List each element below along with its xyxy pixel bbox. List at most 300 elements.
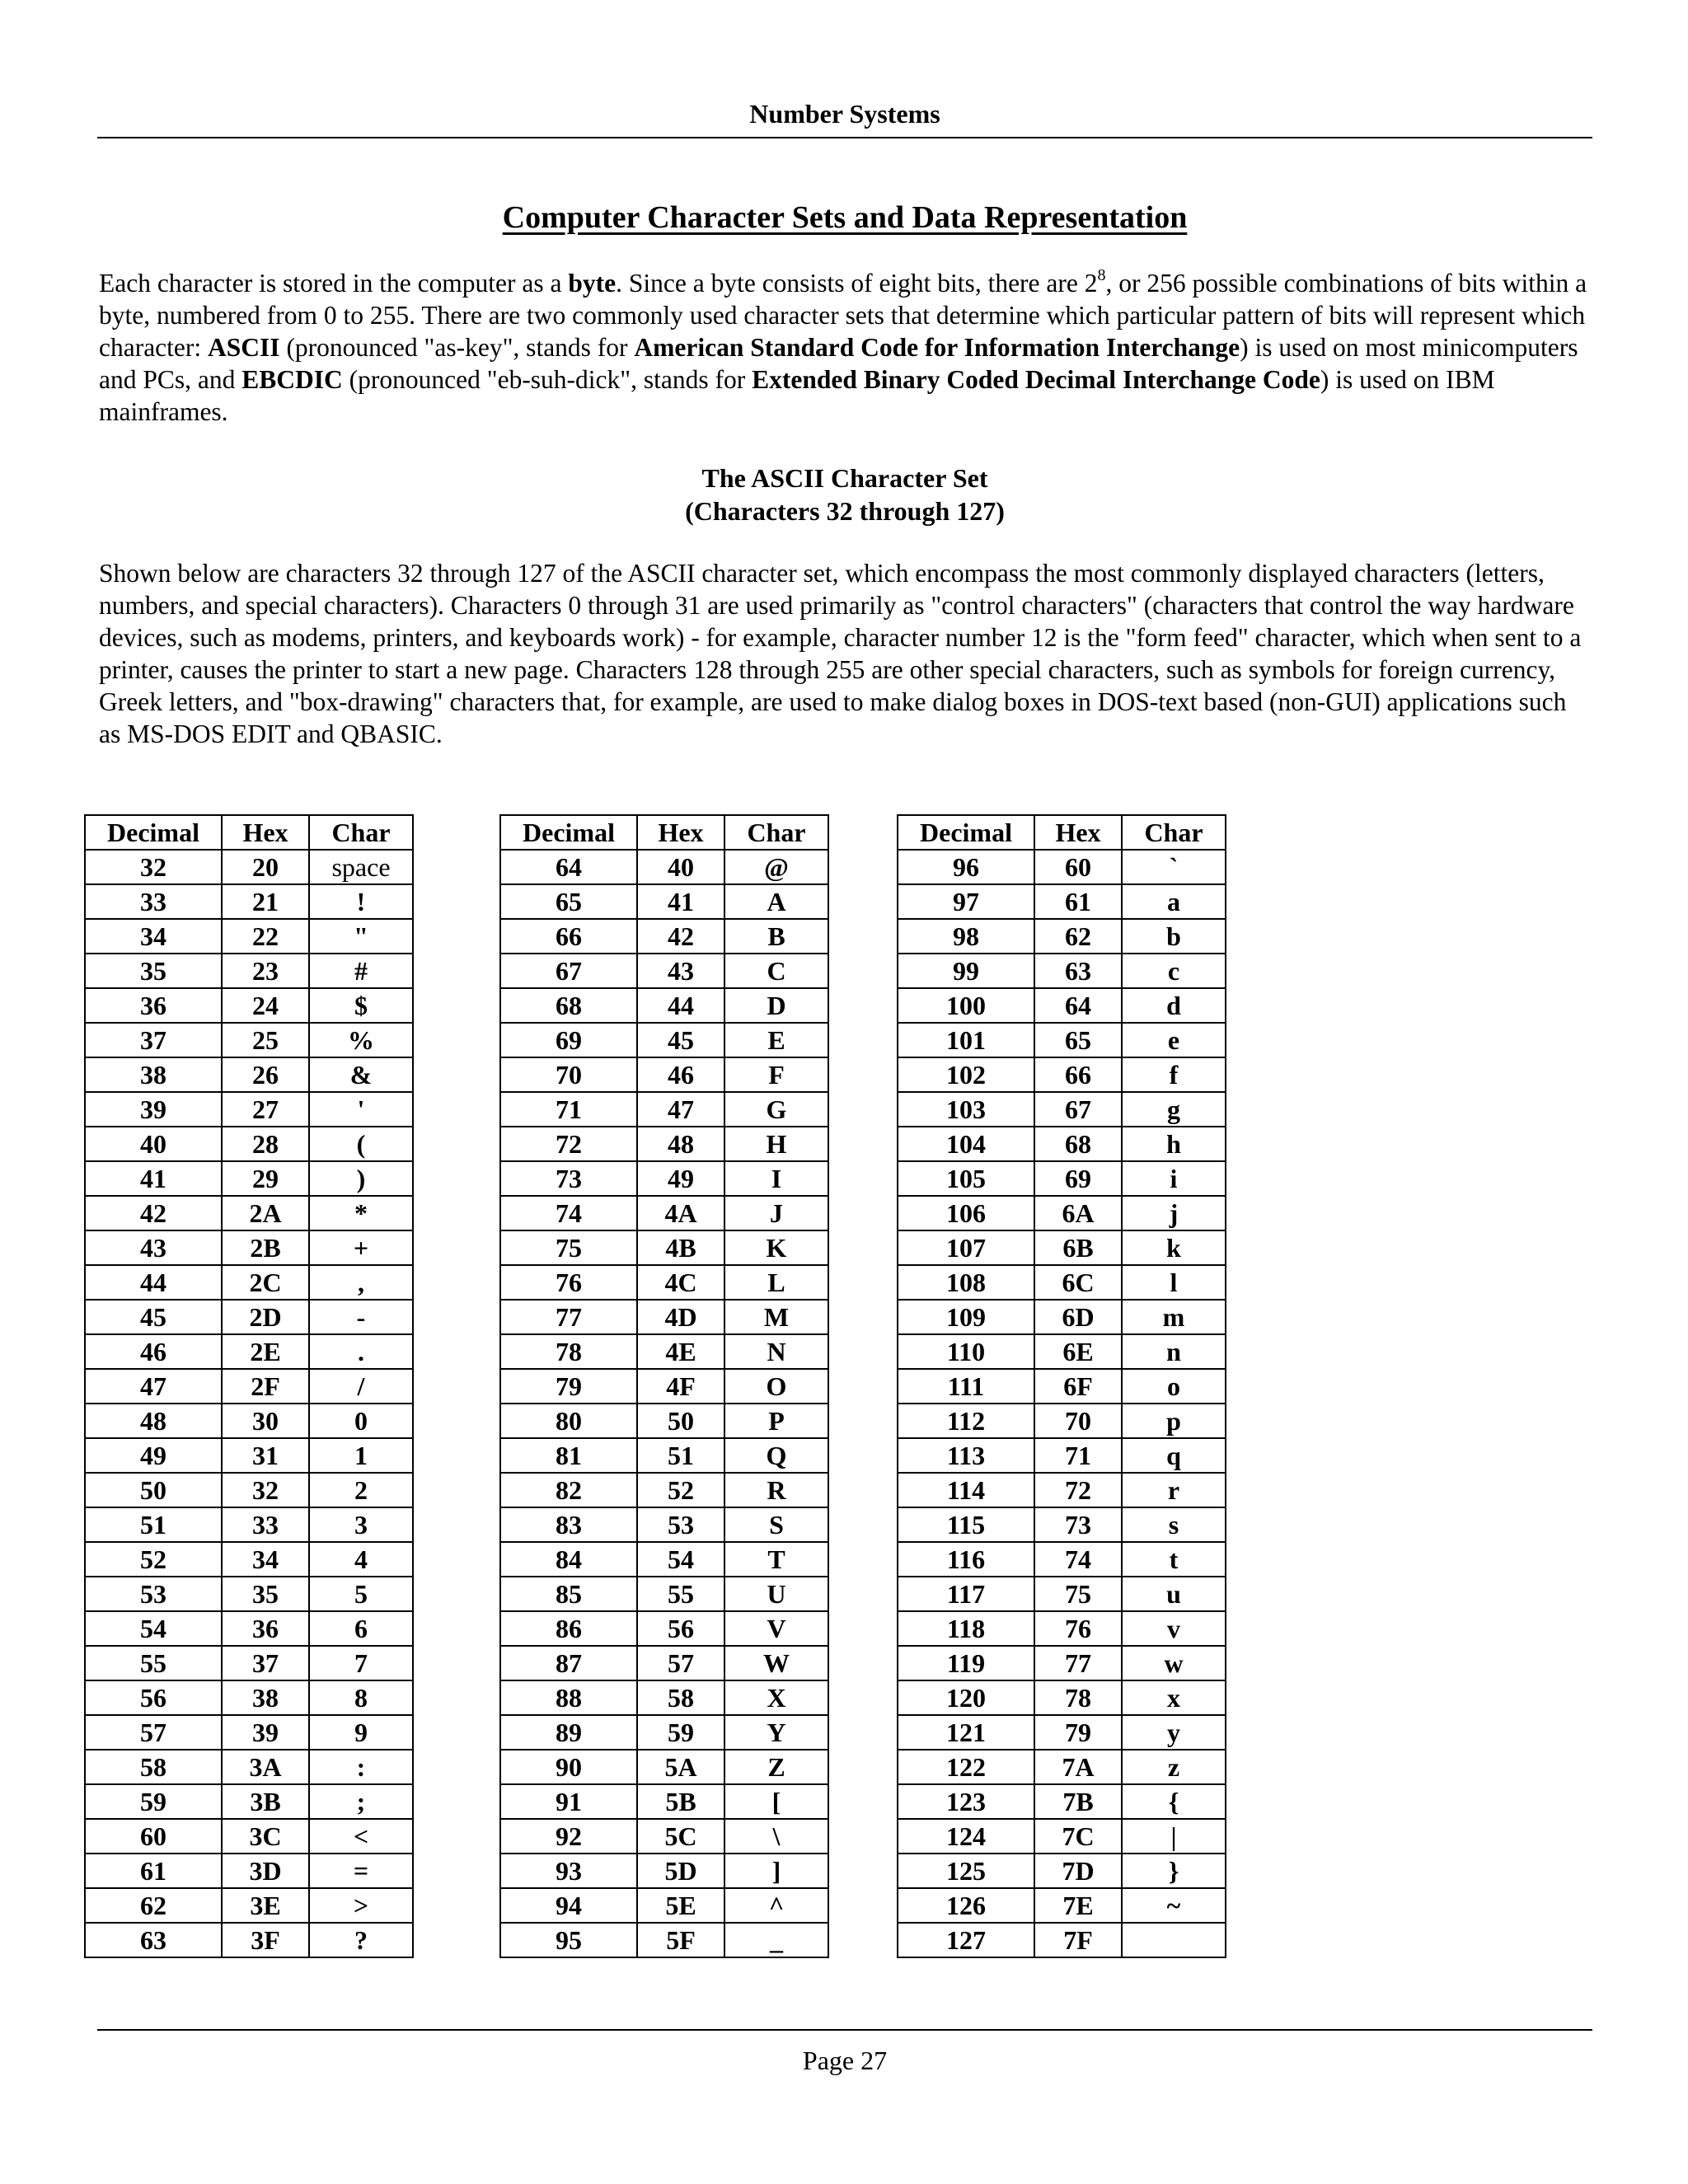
decimal-cell: 119 <box>898 1646 1034 1680</box>
char-cell: 6 <box>309 1611 413 1646</box>
hex-cell: 53 <box>637 1507 724 1542</box>
hex-cell: 2C <box>222 1265 309 1300</box>
hex-cell: 45 <box>637 1023 724 1057</box>
table-row <box>898 1507 1226 1542</box>
decimal-cell: 97 <box>898 884 1034 919</box>
decimal-cell: 101 <box>898 1023 1034 1057</box>
table-row <box>85 1334 413 1369</box>
hex-cell: 4B <box>637 1230 724 1265</box>
hex-cell: 5E <box>637 1888 724 1923</box>
char-cell: R <box>724 1473 828 1507</box>
table-row <box>898 1438 1226 1473</box>
decimal-cell: 120 <box>898 1680 1034 1715</box>
decimal-cell: 42 <box>85 1196 222 1230</box>
table-row <box>85 1888 413 1923</box>
decimal-cell: 88 <box>500 1680 637 1715</box>
decimal-cell: 100 <box>898 988 1034 1023</box>
char-cell: b <box>1122 919 1226 954</box>
table-row <box>500 1369 828 1404</box>
table-header-row <box>500 815 828 850</box>
decimal-cell: 112 <box>898 1404 1034 1438</box>
hex-cell: 35 <box>222 1577 309 1611</box>
hex-cell: 3D <box>222 1854 309 1888</box>
table-row <box>85 1923 413 1957</box>
char-cell: P <box>724 1404 828 1438</box>
decimal-cell: 113 <box>898 1438 1034 1473</box>
hex-cell: 33 <box>222 1507 309 1542</box>
intro-paragraph <box>99 267 1591 428</box>
table-row <box>85 1057 413 1092</box>
char-cell: K <box>724 1230 828 1265</box>
table-row <box>500 1473 828 1507</box>
decimal-cell: 114 <box>898 1473 1034 1507</box>
hex-cell: 66 <box>1034 1057 1122 1092</box>
decimal-cell: 54 <box>85 1611 222 1646</box>
table-row <box>85 1473 413 1507</box>
hex-cell: 61 <box>1034 884 1122 919</box>
footer-rule <box>97 2029 1592 2031</box>
table-row <box>85 1819 413 1854</box>
decimal-cell: 94 <box>500 1888 637 1923</box>
table-row <box>500 1230 828 1265</box>
table-row <box>898 1577 1226 1611</box>
decimal-cell: 63 <box>85 1923 222 1957</box>
hex-cell: 65 <box>1034 1023 1122 1057</box>
decimal-cell: 98 <box>898 919 1034 954</box>
intro-segment: ) is used on most minicomputers and PCs, and <box>99 333 1578 394</box>
decimal-cell: 45 <box>85 1300 222 1334</box>
char-cell: h <box>1122 1127 1226 1161</box>
char-cell: ? <box>309 1923 413 1957</box>
hex-cell: 6D <box>1034 1300 1122 1334</box>
decimal-cell: 82 <box>500 1473 637 1507</box>
char-cell: & <box>309 1057 413 1092</box>
table-row <box>898 1715 1226 1750</box>
table-row <box>898 988 1226 1023</box>
table-row <box>500 1680 828 1715</box>
table-row <box>898 1611 1226 1646</box>
ascii-table-3 <box>897 814 1226 1958</box>
char-cell: 7 <box>309 1646 413 1680</box>
column-header: Hex <box>637 815 724 850</box>
table-row <box>500 1300 828 1334</box>
char-cell: s <box>1122 1507 1226 1542</box>
table-row <box>500 1127 828 1161</box>
table-row <box>898 1854 1226 1888</box>
char-cell: ^ <box>724 1888 828 1923</box>
column-header: Decimal <box>898 815 1034 850</box>
char-cell: u <box>1122 1577 1226 1611</box>
hex-cell: 30 <box>222 1404 309 1438</box>
table-row <box>898 1369 1226 1404</box>
table-row <box>85 884 413 919</box>
intro-segment: ) is used on IBM mainframes. <box>99 365 1495 426</box>
hex-cell: 4C <box>637 1265 724 1300</box>
column-header: Char <box>1122 815 1226 850</box>
header-rule <box>97 137 1592 138</box>
table-row <box>85 1127 413 1161</box>
decimal-cell: 79 <box>500 1369 637 1404</box>
decimal-cell: 84 <box>500 1542 637 1577</box>
char-cell: H <box>724 1127 828 1161</box>
decimal-cell: 106 <box>898 1196 1034 1230</box>
char-cell: x <box>1122 1680 1226 1715</box>
char-cell: + <box>309 1230 413 1265</box>
char-cell: * <box>309 1196 413 1230</box>
table-row <box>500 1611 828 1646</box>
decimal-cell: 35 <box>85 954 222 988</box>
decimal-cell: 87 <box>500 1646 637 1680</box>
table-row <box>85 1092 413 1127</box>
hex-cell: 63 <box>1034 954 1122 988</box>
char-cell: Y <box>724 1715 828 1750</box>
table-row <box>500 1438 828 1473</box>
hex-cell: 22 <box>222 919 309 954</box>
decimal-cell: 51 <box>85 1507 222 1542</box>
decimal-cell: 78 <box>500 1334 637 1369</box>
hex-cell: 60 <box>1034 850 1122 884</box>
hex-cell: 70 <box>1034 1404 1122 1438</box>
hex-cell: 48 <box>637 1127 724 1161</box>
decimal-cell: 117 <box>898 1577 1034 1611</box>
hex-cell: 7A <box>1034 1750 1122 1784</box>
table-row <box>500 1646 828 1680</box>
decimal-cell: 46 <box>85 1334 222 1369</box>
decimal-cell: 38 <box>85 1057 222 1092</box>
decimal-cell: 76 <box>500 1265 637 1300</box>
char-cell: / <box>309 1369 413 1404</box>
hex-cell: 43 <box>637 954 724 988</box>
table-row <box>500 1819 828 1854</box>
intro-segment: Extended Binary Coded Decimal Interchange Code <box>752 365 1320 394</box>
char-cell: , <box>309 1265 413 1300</box>
hex-cell: 7D <box>1034 1854 1122 1888</box>
hex-cell: 54 <box>637 1542 724 1577</box>
decimal-cell: 86 <box>500 1611 637 1646</box>
intro-segment: EBCDIC <box>241 365 343 394</box>
decimal-cell: 43 <box>85 1230 222 1265</box>
table-row <box>85 1265 413 1300</box>
char-cell: i <box>1122 1161 1226 1196</box>
hex-cell: 24 <box>222 988 309 1023</box>
table-row <box>500 884 828 919</box>
decimal-cell: 69 <box>500 1023 637 1057</box>
char-cell: space <box>309 850 413 884</box>
hex-cell: 39 <box>222 1715 309 1750</box>
hex-cell: 47 <box>637 1092 724 1127</box>
table-row <box>85 1750 413 1784</box>
char-cell: \ <box>724 1819 828 1854</box>
char-cell: Q <box>724 1438 828 1473</box>
decimal-cell: 105 <box>898 1161 1034 1196</box>
table-row <box>85 1611 413 1646</box>
char-cell: y <box>1122 1715 1226 1750</box>
decimal-cell: 70 <box>500 1057 637 1092</box>
column-header: Char <box>309 815 413 850</box>
char-cell: g <box>1122 1092 1226 1127</box>
table-row <box>500 1854 828 1888</box>
char-cell: = <box>309 1854 413 1888</box>
intro-segment: (pronounced "as-key", stands for <box>279 333 635 362</box>
table-row <box>500 988 828 1023</box>
decimal-cell: 90 <box>500 1750 637 1784</box>
hex-cell: 5C <box>637 1819 724 1854</box>
decimal-cell: 73 <box>500 1161 637 1196</box>
char-cell: ! <box>309 884 413 919</box>
table-row <box>85 1023 413 1057</box>
char-cell: v <box>1122 1611 1226 1646</box>
table-row <box>500 1542 828 1577</box>
table-row <box>85 1854 413 1888</box>
ascii-table-2 <box>499 814 829 1958</box>
table-row <box>898 1057 1226 1092</box>
hex-cell: 37 <box>222 1646 309 1680</box>
intro-segment: 8 <box>1097 266 1106 284</box>
page-number: Page 27 <box>802 2046 888 2075</box>
char-cell: % <box>309 1023 413 1057</box>
decimal-cell: 92 <box>500 1819 637 1854</box>
decimal-cell: 109 <box>898 1300 1034 1334</box>
char-cell: > <box>309 1888 413 1923</box>
char-cell: " <box>309 919 413 954</box>
decimal-cell: 77 <box>500 1300 637 1334</box>
char-cell: M <box>724 1300 828 1334</box>
section-heading <box>97 462 1592 527</box>
char-cell: 3 <box>309 1507 413 1542</box>
decimal-cell: 95 <box>500 1923 637 1957</box>
decimal-cell: 125 <box>898 1854 1034 1888</box>
decimal-cell: 126 <box>898 1888 1034 1923</box>
hex-cell: 72 <box>1034 1473 1122 1507</box>
table-row <box>898 1161 1226 1196</box>
decimal-cell: 61 <box>85 1854 222 1888</box>
table-row <box>898 1888 1226 1923</box>
hex-cell: 3F <box>222 1923 309 1957</box>
char-cell: 4 <box>309 1542 413 1577</box>
decimal-cell: 37 <box>85 1023 222 1057</box>
decimal-cell: 50 <box>85 1473 222 1507</box>
table-row <box>898 1680 1226 1715</box>
hex-cell: 55 <box>637 1577 724 1611</box>
hex-cell: 56 <box>637 1611 724 1646</box>
char-cell: N <box>724 1334 828 1369</box>
decimal-cell: 89 <box>500 1715 637 1750</box>
hex-cell: 75 <box>1034 1577 1122 1611</box>
decimal-cell: 39 <box>85 1092 222 1127</box>
decimal-cell: 80 <box>500 1404 637 1438</box>
table-row <box>85 1715 413 1750</box>
hex-cell: 28 <box>222 1127 309 1161</box>
char-cell: A <box>724 884 828 919</box>
char-cell: } <box>1122 1854 1226 1888</box>
char-cell: : <box>309 1750 413 1784</box>
decimal-cell: 115 <box>898 1507 1034 1542</box>
decimal-cell: 41 <box>85 1161 222 1196</box>
char-cell: 9 <box>309 1715 413 1750</box>
hex-cell: 34 <box>222 1542 309 1577</box>
hex-cell: 76 <box>1034 1611 1122 1646</box>
intro-segment: (pronounced "eb-suh-dick", stands for <box>342 365 753 394</box>
hex-cell: 31 <box>222 1438 309 1473</box>
hex-cell: 49 <box>637 1161 724 1196</box>
char-cell: F <box>724 1057 828 1092</box>
char-cell: c <box>1122 954 1226 988</box>
table-row <box>500 1023 828 1057</box>
table-row <box>500 1750 828 1784</box>
decimal-cell: 102 <box>898 1057 1034 1092</box>
hex-cell: 6C <box>1034 1265 1122 1300</box>
hex-cell: 51 <box>637 1438 724 1473</box>
intro-segment: Each character is stored in the computer as a <box>99 269 569 298</box>
hex-cell: 40 <box>637 850 724 884</box>
char-cell: ; <box>309 1784 413 1819</box>
hex-cell: 46 <box>637 1057 724 1092</box>
hex-cell: 25 <box>222 1023 309 1057</box>
char-cell: m <box>1122 1300 1226 1334</box>
char-cell: W <box>724 1646 828 1680</box>
hex-cell: 64 <box>1034 988 1122 1023</box>
table-row <box>898 1646 1226 1680</box>
char-cell <box>1122 1923 1226 1957</box>
intro-segment: , or 256 possible combinations of bits within a byte, numbered from 0 to 255. There are two commonly used character sets that determine which particular pattern of bits will represent which character: <box>99 269 1587 362</box>
hex-cell: 73 <box>1034 1507 1122 1542</box>
char-cell: 8 <box>309 1680 413 1715</box>
decimal-cell: 67 <box>500 954 637 988</box>
char-cell: X <box>724 1680 828 1715</box>
decimal-cell: 75 <box>500 1230 637 1265</box>
table-row <box>898 1196 1226 1230</box>
column-header: Decimal <box>85 815 222 850</box>
table-row <box>85 1542 413 1577</box>
hex-cell: 52 <box>637 1473 724 1507</box>
char-cell: a <box>1122 884 1226 919</box>
decimal-cell: 123 <box>898 1784 1034 1819</box>
char-cell: [ <box>724 1784 828 1819</box>
hex-cell: 2A <box>222 1196 309 1230</box>
table-row <box>85 1404 413 1438</box>
table-row <box>500 1923 828 1957</box>
decimal-cell: 99 <box>898 954 1034 988</box>
char-cell: _ <box>724 1923 828 1957</box>
decimal-cell: 58 <box>85 1750 222 1784</box>
table-row <box>85 1507 413 1542</box>
table-row <box>500 1265 828 1300</box>
hex-cell: 71 <box>1034 1438 1122 1473</box>
char-cell: 5 <box>309 1577 413 1611</box>
char-cell: ( <box>309 1127 413 1161</box>
hex-cell: 32 <box>222 1473 309 1507</box>
decimal-cell: 53 <box>85 1577 222 1611</box>
decimal-cell: 85 <box>500 1577 637 1611</box>
hex-cell: 7E <box>1034 1888 1122 1923</box>
char-cell: G <box>724 1092 828 1127</box>
column-header: Hex <box>1034 815 1122 850</box>
char-cell: r <box>1122 1473 1226 1507</box>
decimal-cell: 108 <box>898 1265 1034 1300</box>
decimal-cell: 33 <box>85 884 222 919</box>
hex-cell: 77 <box>1034 1646 1122 1680</box>
hex-cell: 6E <box>1034 1334 1122 1369</box>
hex-cell: 6F <box>1034 1369 1122 1404</box>
char-cell: I <box>724 1161 828 1196</box>
decimal-cell: 47 <box>85 1369 222 1404</box>
hex-cell: 58 <box>637 1680 724 1715</box>
decimal-cell: 122 <box>898 1750 1034 1784</box>
decimal-cell: 66 <box>500 919 637 954</box>
decimal-cell: 64 <box>500 850 637 884</box>
column-header: Char <box>724 815 828 850</box>
char-cell: t <box>1122 1542 1226 1577</box>
decimal-cell: 52 <box>85 1542 222 1577</box>
table-row <box>85 1369 413 1404</box>
table-row <box>85 1680 413 1715</box>
table-row <box>898 1542 1226 1577</box>
table-row <box>500 1161 828 1196</box>
table-row <box>85 954 413 988</box>
decimal-cell: 96 <box>898 850 1034 884</box>
section-subtitle: (Characters 32 through 127) <box>685 496 1005 526</box>
hex-cell: 5A <box>637 1750 724 1784</box>
table-row <box>898 1750 1226 1784</box>
char-cell: j <box>1122 1196 1226 1230</box>
char-cell: O <box>724 1369 828 1404</box>
hex-cell: 2D <box>222 1300 309 1334</box>
table-row <box>85 988 413 1023</box>
table-row <box>898 919 1226 954</box>
char-cell: @ <box>724 850 828 884</box>
decimal-cell: 36 <box>85 988 222 1023</box>
table-row <box>500 1092 828 1127</box>
char-cell: f <box>1122 1057 1226 1092</box>
hex-cell: 50 <box>637 1404 724 1438</box>
decimal-cell: 44 <box>85 1265 222 1300</box>
decimal-cell: 40 <box>85 1127 222 1161</box>
table-header-row <box>898 815 1226 850</box>
table-row <box>500 1577 828 1611</box>
table-row <box>85 1646 413 1680</box>
table-row <box>898 1334 1226 1369</box>
hex-cell: 2F <box>222 1369 309 1404</box>
char-cell: - <box>309 1300 413 1334</box>
hex-cell: 68 <box>1034 1127 1122 1161</box>
char-cell: U <box>724 1577 828 1611</box>
hex-cell: 7F <box>1034 1923 1122 1957</box>
hex-cell: 6B <box>1034 1230 1122 1265</box>
char-cell: E <box>724 1023 828 1057</box>
hex-cell: 41 <box>637 884 724 919</box>
ascii-table-1 <box>84 814 414 1958</box>
hex-cell: 4D <box>637 1300 724 1334</box>
table-row <box>898 1265 1226 1300</box>
intro-segment: byte <box>568 269 617 298</box>
char-cell: e <box>1122 1023 1226 1057</box>
column-header: Hex <box>222 815 309 850</box>
hex-cell: 7C <box>1034 1819 1122 1854</box>
hex-cell: 36 <box>222 1611 309 1646</box>
hex-cell: 78 <box>1034 1680 1122 1715</box>
decimal-cell: 103 <box>898 1092 1034 1127</box>
hex-cell: 23 <box>222 954 309 988</box>
decimal-cell: 62 <box>85 1888 222 1923</box>
decimal-cell: 59 <box>85 1784 222 1819</box>
table-row <box>85 919 413 954</box>
decimal-cell: 74 <box>500 1196 637 1230</box>
table-row <box>500 1715 828 1750</box>
column-header: Decimal <box>500 815 637 850</box>
char-cell: # <box>309 954 413 988</box>
hex-cell: 59 <box>637 1715 724 1750</box>
description-paragraph: Shown below are characters 32 through 127 of the ASCII character set, which encompass the most commonly displayed characters (letters, numbers, and special characters). Characters 0 through 31 are used primarily as "control characters" (characters that control the way hardware devices, such as modems, printers, and keyboards work) - for example, character number 12 is the "form feed" character, which when sent to a printer, causes the printer to start a new page. Characters 128 through 255 are other special characters, such as symbols for foreign currency, Greek letters, and "box-drawing" characters that, for example, are used to make dialog boxes in DOS-text based (non-GUI) applications such as MS-DOS EDIT and QBASIC. <box>99 559 1582 748</box>
